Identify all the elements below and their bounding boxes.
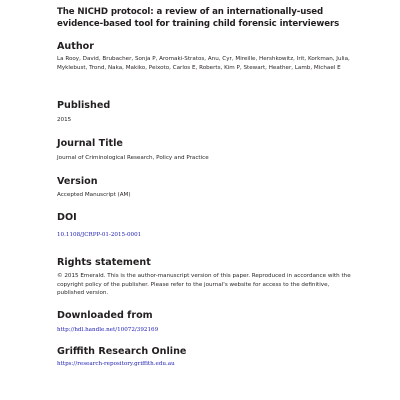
version-heading: Version: [57, 176, 98, 187]
version-value: Accepted Manuscript (AM): [57, 192, 131, 198]
published-year: 2015: [57, 117, 72, 123]
griffith-research-online-heading: Griffith Research Online: [57, 346, 187, 357]
rights-statement-text: © 2015 Emerald. This is the author-manuscript version of this paper. Reproduced in accordance with the copyright policy of the publisher. Please refer to the journal's website for access to the definitive, published version.: [57, 273, 351, 297]
author-list: La Rooy, David, Brubacher, Sonja P, Aromaki-Stratos, Anu, Cyr, Mireille, Hershkowitz, Irit, Korkman, Julia, Myklebust, Trond, Naka, Makiko, Peixoto, Carlos E, Roberts, Kim P, Stewart, Heather, Lamb, Michael E: [57, 56, 350, 71]
document-page: [57, 7, 357, 367]
handle-link[interactable]: http://hdl.handle.net/10072/392169: [57, 327, 159, 333]
paper-title: The NICHD protocol: a review of an internationally-used evidence-based tool for training child forensic interviewers: [57, 7, 340, 29]
doi-link[interactable]: 10.1108/JCRPP-01-2015-0001: [57, 232, 142, 238]
author-heading: Author: [57, 41, 94, 52]
repository-link[interactable]: https://research-repository.griffith.edu.au: [57, 361, 175, 367]
published-heading: Published: [57, 100, 111, 111]
rights-statement-heading: Rights statement: [57, 257, 151, 268]
journal-title-heading: Journal Title: [57, 138, 123, 149]
doi-heading: DOI: [57, 212, 77, 223]
downloaded-from-heading: Downloaded from: [57, 310, 153, 321]
journal-title-value: Journal of Criminological Research, Policy and Practice: [57, 155, 209, 161]
